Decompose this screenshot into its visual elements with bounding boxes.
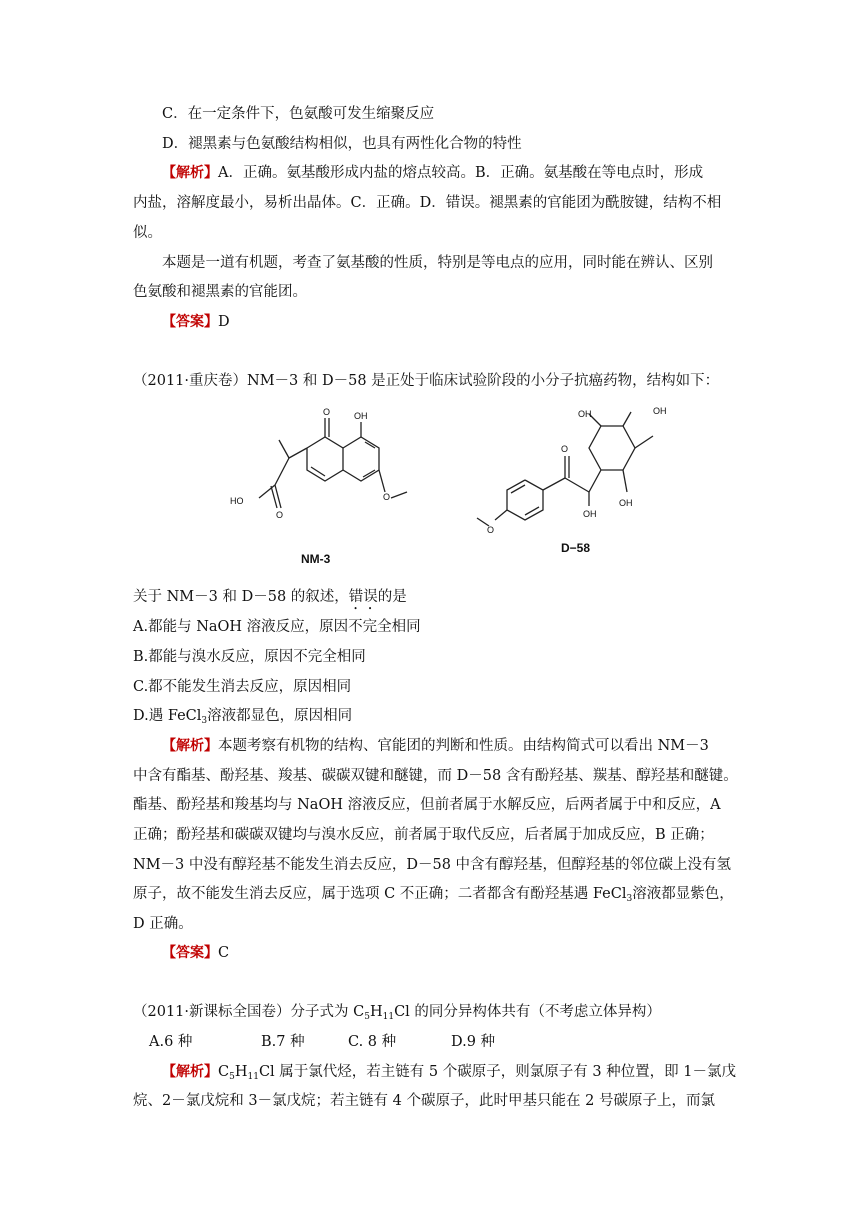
d58-oh-label-3: OH xyxy=(619,498,633,508)
q2-option-b: B.都能与溴水反应，原因不完全相同 xyxy=(133,649,366,665)
q2-analysis-line-2: 中含有酯基、酚羟基、羧基、碳碳双键和醚键，而 D－58 含有酚羟基、羰基、醇羟基和醚键。 xyxy=(133,768,738,784)
emphasized-word: 错误 xyxy=(348,589,378,605)
analysis-tag: 【解析】 xyxy=(162,738,218,754)
q1-option-d: D．褪黑素与色氨酸结构相似，也具有两性化合物的特性 xyxy=(162,136,522,152)
d58-structure-diagram xyxy=(465,400,685,560)
q2-option-a: A.都能与 NaOH 溶液反应，原因不完全相同 xyxy=(133,619,421,635)
q1-analysis-line-2: 内盐，溶解度最小，易析出晶体。C．正确。D．错误。褪黑素的官能团为酰胺键，结构不相 xyxy=(133,195,722,211)
answer-tag: 【答案】 xyxy=(162,945,218,961)
q1-analysis-line-1: 【解析】A．正确。氨基酸形成内盐的熔点较高。B．正确。氨基酸在等电点时，形成 xyxy=(162,165,704,181)
d58-oh-label-2: OH xyxy=(653,406,667,416)
analysis-tag: 【解析】 xyxy=(162,1064,218,1080)
q3-analysis-line-2: 烷、2－氯戊烷和 3－氯戊烷；若主链有 4 个碳原子，此时甲基只能在 2 号碳原子上，而氯 xyxy=(133,1093,715,1109)
q2-analysis-line-7: D 正确。 xyxy=(133,916,193,932)
q3-stem: （2011·新课标全国卷）分子式为 $C_5H_{11}Cl$ 的同分异构体共有（不考虑立体异构） xyxy=(133,1004,661,1022)
q3-analysis-line-1: 【解析】$C_5H_{11}Cl$ 属于氯代烃，若主链有 5 个碳原子，则氯原子有 3 种位置，即 1－氯戊 xyxy=(162,1064,737,1082)
q3-option-b: B.7 种 xyxy=(261,1034,305,1050)
nm3-caption: NM-3 xyxy=(301,552,331,566)
d58-oh-label-1: OH xyxy=(578,409,592,419)
q2-analysis-line-3: 酯基、酚羟基和羧基均与 NaOH 溶液反应，但前者属于水解反应，后两者属于中和反应，A xyxy=(133,797,721,813)
analysis-tag: 【解析】 xyxy=(162,165,218,181)
nm3-structure-diagram xyxy=(225,400,415,570)
q2-option-d: D.遇 FeCl$_3$溶液都显色，原因相同 xyxy=(133,708,353,726)
q2-analysis-line-1: 【解析】本题考察有机物的结构、官能团的判断和性质。由结构简式可以看出 NM－3 xyxy=(162,738,709,754)
q2-question: 关于 NM－3 和 D－58 的叙述，错误的是 xyxy=(133,589,407,605)
q3-option-a: A.6 种 xyxy=(149,1034,193,1050)
q1-comment-line-1: 本题是一道有机题，考查了氨基酸的性质，特别是等电点的应用，同时能在辨认、区别 xyxy=(162,255,713,271)
d58-ether-o-label: O xyxy=(487,525,495,535)
nm3-carbonyl-o-label: O xyxy=(323,407,331,417)
d58-carbonyl-o-label: O xyxy=(561,444,569,454)
q1-answer: 【答案】D xyxy=(162,314,230,330)
nm3-acid-o-label: O xyxy=(276,510,284,520)
answer-tag: 【答案】 xyxy=(162,314,218,330)
q2-answer: 【答案】C xyxy=(162,945,230,961)
q2-option-c: C.都不能发生消去反应，原因相同 xyxy=(133,679,352,695)
d58-oh-label-4: OH xyxy=(583,509,597,519)
q2-analysis-line-5: NM－3 中没有醇羟基不能发生消去反应，D－58 中含有醇羟基，但醇羟基的邻位碳上没有氢 xyxy=(133,857,732,873)
q2-stem: （2011·重庆卷）NM－3 和 D－58 是正处于临床试验阶段的小分子抗癌药物，结构如下： xyxy=(133,373,720,389)
nm3-ho-label: HO xyxy=(230,496,244,506)
q2-analysis-line-6: 原子，故不能发生消去反应，属于选项 C 不正确；二者都含有酚羟基遇 FeCl$_3$溶液都显紫色， xyxy=(133,886,734,904)
q3-option-c: C. 8 种 xyxy=(348,1034,397,1050)
q3-option-d: D.9 种 xyxy=(451,1034,496,1050)
nm3-ether-o-label: O xyxy=(383,492,391,502)
q1-option-c: C．在一定条件下，色氨酸可发生缩聚反应 xyxy=(162,106,435,122)
q1-analysis-line-3: 似。 xyxy=(133,225,162,241)
nm3-oh-label: OH xyxy=(354,411,368,421)
q2-analysis-line-4: 正确；酚羟基和碳碳双键均与溴水反应，前者属于取代反应，后者属于加成反应，B 正确； xyxy=(133,827,714,843)
q1-comment-line-2: 色氨酸和褪黑素的官能团。 xyxy=(133,284,307,300)
d58-caption: D−58 xyxy=(561,541,591,555)
